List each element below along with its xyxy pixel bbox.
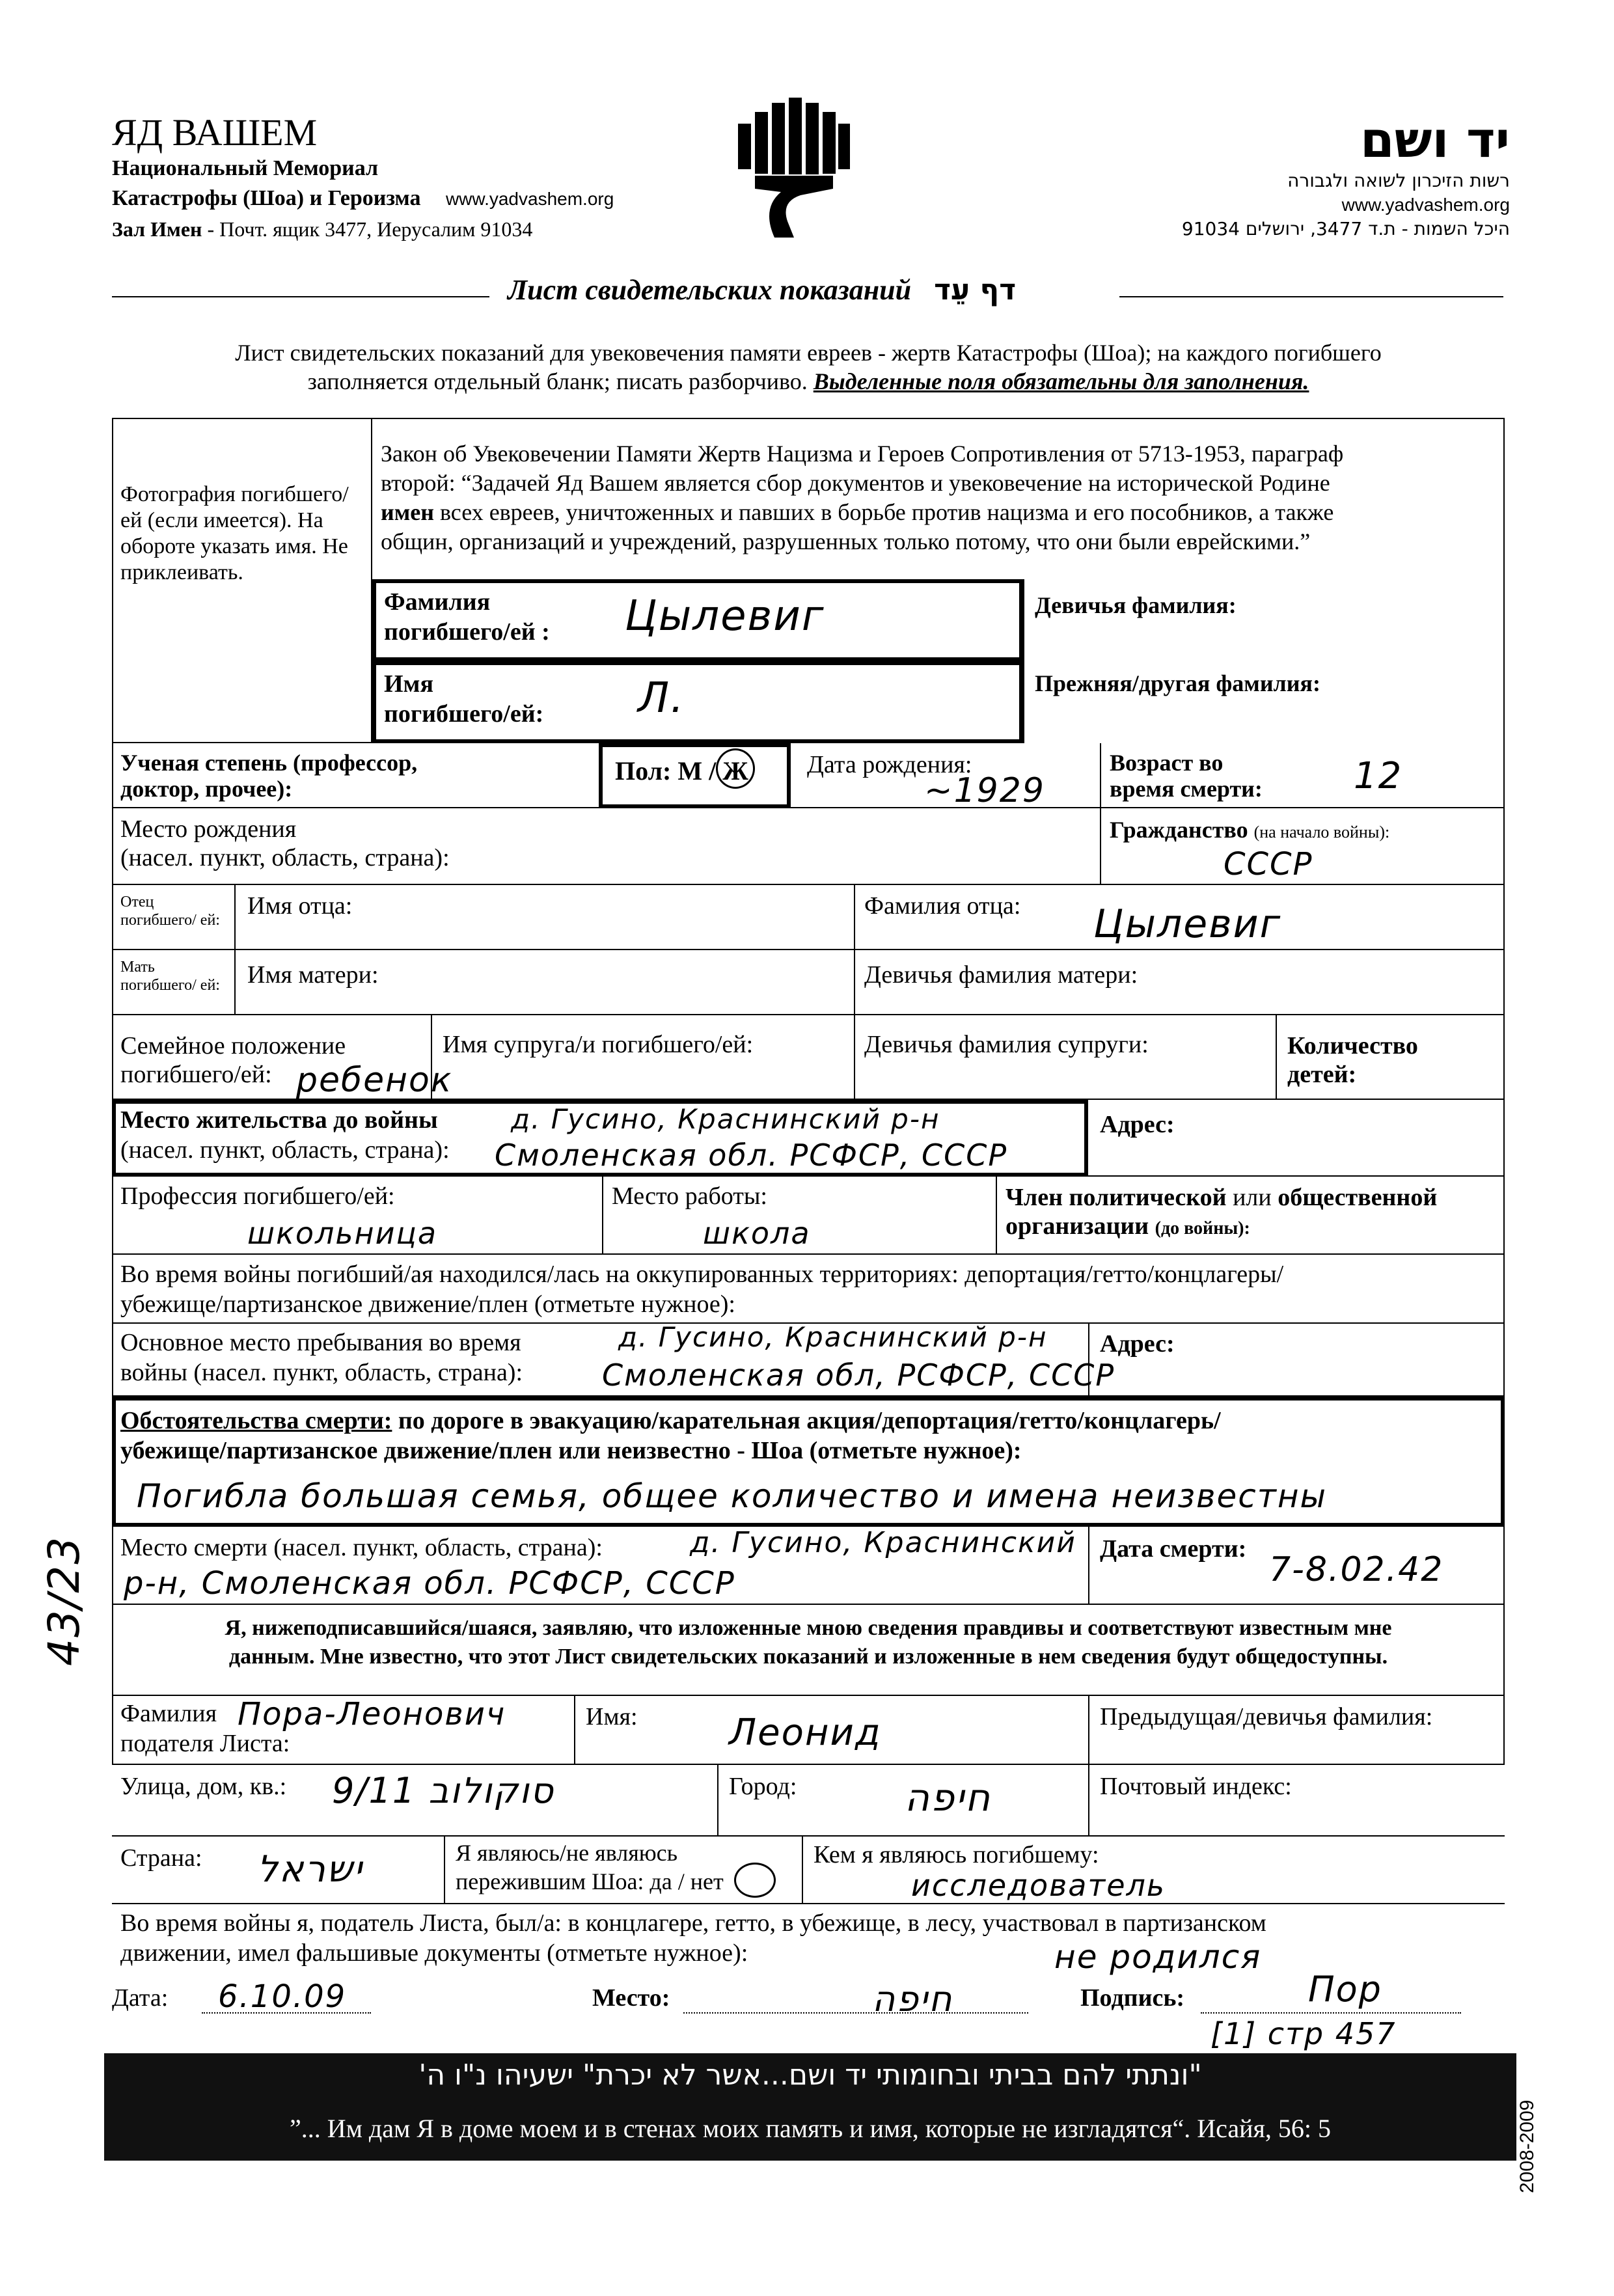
intro-line2-row [112,367,1505,396]
photo-label: Фотография погибшего/ей (если имеется). На обороте указать имя. Не приклеивать. [120,482,349,584]
birth-label: Дата рождения: [807,751,972,778]
law-line3: всех евреев, уничтоженных и павших в борьбе против нацизма и его пособников, а также [433,499,1334,525]
date-value: 6.10.09 [218,1978,347,2015]
workplace-label: Место работы: [612,1182,767,1210]
age-label-line2: время смерти: [1110,776,1263,802]
residence-address-label: Адрес: [1100,1111,1175,1138]
father-surname-value: Цылевиг [1093,901,1282,947]
title-rule-right [1119,296,1503,297]
signature-underline [1201,2012,1461,2014]
birthplace-label-line2: (насел. пункт, область, страна): [120,844,450,871]
death-date-label: Дата смерти: [1100,1535,1247,1563]
member-label-line1b: общественной [1278,1184,1438,1211]
circumstances-value: Погибла большая семья, общее количество и имена неизвестны [137,1477,1327,1515]
workplace-value: школа [703,1216,811,1251]
birthplace-label [120,815,450,872]
page-reference: [1] стр 457 [1210,2016,1397,2051]
children-label [1287,1032,1418,1089]
relation-label: Кем я являюсь погибшему: [814,1841,1099,1868]
submitter-name-value: Леонид [729,1712,882,1754]
form-title: Лист свидетельских показаний [508,274,912,306]
survivor-label-line2: пережившим Шоа: да / нет [456,1868,724,1894]
header-right [1182,112,1510,242]
sex-label: Пол: М / Ж [615,756,748,786]
member-label-or: или [1233,1184,1272,1211]
title-rule-left [112,296,489,297]
marital-value: ребенок [296,1061,453,1100]
member-label-line2: организации [1005,1212,1149,1240]
date-label: Дата: [112,1984,169,2012]
circ-label-rest: по дороге в эвакуацию/карательная акция/депортация/гетто/концлагерь/ [392,1407,1221,1434]
footer-russian-quote: ”... Им дам Я в доме моем и в стенах моих память и имя, которые не изгладятся“. Исайя, 56: 5 [289,2114,1332,2143]
org-line3-he: היכל השמות - ת.ד 3477, ירושלים 91034 [1181,218,1510,239]
death-date-divider [1088,1527,1089,1605]
mother-small-label: Мать погибшего/ ей: [120,959,220,994]
margin-number: 43/23 [39,1535,89,1666]
city-divider [717,1765,718,1837]
footer-hebrew-quote: "ונתתי להם בביתי ובחומותי יד ושם...אשר לא יכרת" ישעיהו נ"ו ה' [418,2058,1202,2092]
org-line2: Катастрофы (Шоа) и Героизма [112,186,421,210]
marital-label-line2: погибшего/ей: [120,1061,272,1088]
relation-divider [802,1837,803,1904]
header-left [112,112,614,244]
main-place-value-line1: д. Гусино, Краснинский р-н [618,1321,1048,1353]
citizenship-label: Гражданство [1110,817,1248,843]
submitter-surname-label-line2: подателя Листа: [120,1730,290,1757]
city-value: חיפה [905,1775,991,1820]
degree-label-line1: Ученая степень (профессор, [120,750,418,776]
first-name-label-line2: погибшего/ей: [384,700,544,728]
submitter-name-divider [574,1696,575,1765]
org-line1-he: רשות הזיכרון לשואה ולגבורה [1287,170,1510,191]
relation-value: исследователь [911,1868,1166,1903]
father-name-label: Имя отца: [247,892,353,920]
marital-label-line1: Семейное положение [120,1032,346,1059]
date-underline [202,2012,371,2014]
citizenship-label-row [1110,817,1389,845]
right-divider-top [1023,579,1024,743]
birth-value: ~1929 [924,771,1045,810]
org-line3-bold: Зал Имен [112,217,202,241]
yad-vashem-logo [735,98,853,247]
place-underline [683,2012,1028,2014]
residence-label-line1: Место жительства до войны [120,1106,438,1134]
father-surname-label: Фамилия отца: [864,892,1021,920]
spouse-divider [431,1015,432,1100]
org-line2-row [112,184,614,214]
citizenship-small: (на начало войны): [1253,823,1390,841]
org-line1: Национальный Мемориал [112,156,379,180]
law-text [381,439,1497,556]
citizenship-divider [1100,808,1101,885]
workplace-divider [602,1177,603,1255]
degree-label [120,750,417,802]
declaration-line1: Я, нижеподписавшийся/шаяся, заявляю, что изложенные мною сведения правдивы и соответствуют известным мне [225,1616,1392,1640]
side-year: 2008-2009 [1516,2099,1538,2193]
zip-label: Почтовый индекс: [1100,1773,1292,1800]
intro-bold: Выделенные поля обязательны для заполнения. [813,368,1309,394]
signature-label: Подпись: [1080,1984,1185,2012]
profession-value: школьница [247,1216,438,1251]
declaration-line2: данным. Мне известно, что этот Лист свидетельских показаний и изложенные в нем сведения будут общедоступны. [228,1645,1388,1669]
member-label-line2-row [1005,1212,1437,1243]
main-place-divider [1088,1324,1089,1397]
intro-text [112,338,1505,396]
surname-label-line2: погибшего/ей : [384,618,550,646]
survivor-no-circle [734,1863,776,1898]
org-url-he: www.yadvashem.org [1341,195,1510,215]
signature-value: Пор [1308,1969,1382,2010]
death-place-value-line2: р-н, Смоленская обл. РСФСР, СССР [124,1565,735,1602]
circ-label-line2: убежище/партизанское движение/плен или неизвестно - Шоа (отметьте нужное): [120,1437,1022,1464]
org-title-he: יד ושם [1360,111,1510,169]
intro-line1: Лист свидетельских показаний для увековечения памяти евреев - жертв Катастрофы (Шоа); на каждого погибшего [235,340,1382,366]
mother-name-label: Имя матери: [247,961,379,989]
survivor-divider [444,1837,445,1904]
war-status-line1: Во время войны погибший/ая находился/лась на оккупированных территориях: депортация/гетто/концлагеры/ [120,1261,1284,1288]
country-label: Страна: [120,1844,202,1872]
submitter-name-label: Имя: [586,1703,638,1730]
age-value: 12 [1354,755,1403,797]
survivor-label-line1: Я являюсь/не являюсь [456,1840,678,1866]
submitter-surname-value: Пора-Леонович [238,1696,506,1732]
place-label: Место: [592,1984,670,2012]
survivor-label [456,1838,724,1896]
maiden-name-label: Девичья фамилия: [1035,592,1237,618]
main-place-label [120,1328,523,1387]
spouse-maiden-divider [854,1015,855,1100]
death-date-value: 7-8.02.42 [1269,1550,1444,1589]
residence-value-line1: д. Гусино, Краснинский р-н [511,1103,940,1135]
law-line2: второй: “Задачей Яд Вашем является сбор документов и увековечение на исторической Родине [381,470,1330,496]
main-place-label-line2: войны (насел. пункт, область, страна): [120,1359,523,1386]
war-status-line1-row [120,1259,1283,1289]
law-line3-bold: имен [381,499,434,525]
law-line3-row [381,498,1497,527]
main-place-value-line2: Смоленская обл, РСФСР, СССР [602,1358,1115,1393]
org-url: www.yadvashem.org [445,189,614,209]
residence-value-line2: Смоленская обл. РСФСР, СССР [495,1138,1008,1173]
org-line3-row [112,214,614,244]
main-place-label-line1: Основное место пребывания во время [120,1329,521,1356]
war-submitter-value: не родился [1054,1938,1262,1976]
residence-label-line2: (насел. пункт, область, страна): [120,1136,450,1164]
death-place-label: Место смерти (насел. пункт, область, страна): [120,1534,603,1561]
surname-value: Цылевиг [625,592,825,640]
member-small: (до войны): [1155,1218,1250,1238]
circ-label-row [120,1406,1221,1436]
submitter-prev-label: Предыдущая/девичья фамилия: [1100,1703,1433,1730]
member-label-line1: Член политической [1005,1184,1227,1211]
war-submitter-line2: движении, имел фальшивые документы (отметьте нужное): [120,1939,748,1967]
declaration-text [112,1614,1505,1671]
circumstances-label [120,1406,1221,1466]
zip-divider [1088,1765,1089,1837]
age-label-line1: Возраст во [1110,750,1224,776]
submitter-surname-label-line1: Фамилия [120,1700,217,1727]
father-small-label: Отец погибшего/ ей: [120,894,220,929]
member-label-line1-row [1005,1183,1437,1212]
law-line1: Закон об Увековечении Памяти Жертв Нацизма и Героев Сопротивления от 5713-1953, параграф [381,441,1344,467]
profession-label: Профессия погибшего/ей: [120,1182,395,1210]
spouse-maiden-label: Девичья фамилия супруги: [864,1031,1149,1058]
circ-label-bold: Обстоятельства смерти: [120,1407,392,1434]
first-name-value: Л. [638,674,685,722]
war-status-text [120,1259,1283,1319]
prev-surname-label: Прежняя/другая фамилия: [1035,670,1320,696]
mother-maiden-label: Девичья фамилия матери: [864,961,1138,989]
row-street [112,1765,1505,1837]
children-label-line2: детей: [1287,1061,1357,1088]
org-line3: - Почт. ящик 3477, Иерусалим 91034 [202,217,533,241]
intro-line2: заполняется отдельный бланк; писать разборчиво. [307,368,808,394]
submitter-prev-divider [1088,1696,1089,1765]
war-submitter-line1: Во время войны я, податель Листа, был/а: в концлагере, гетто, в убежище, в лесу, участвовал в партизанском [120,1909,1266,1937]
main-place-address-label: Адрес: [1100,1330,1175,1358]
surname-label [384,587,550,647]
footer-banner [104,2053,1516,2161]
surname-label-line1: Фамилия [384,588,491,616]
age-divider [1100,743,1101,808]
first-name-label-line1: Имя [384,670,433,698]
street-label: Улица, дом, кв.: [120,1773,287,1800]
first-name-label [384,669,543,729]
country-value: ישראל [257,1848,364,1891]
sex-female-circle [716,748,755,789]
street-value: 9/11 סוקולוב [332,1770,554,1811]
age-label [1110,750,1263,802]
law-line4: общин, организаций и учреждений, разрушенных только потому, что они были еврейскими.” [381,528,1311,554]
member-divider [996,1177,997,1255]
degree-label-line2: доктор, прочее): [120,776,293,802]
death-place-value-line1: д. Гусино, Краснинский [690,1526,1076,1559]
war-status-line2: убежище/партизанское движение/плен (отметьте нужное): [120,1291,735,1318]
org-title-ru: ЯД ВАШЕМ [112,111,318,154]
children-divider [1276,1015,1277,1100]
birthplace-label-line1: Место рождения [120,815,297,843]
children-label-line1: Количество [1287,1032,1418,1059]
form-title-row [508,273,1119,307]
form-title-hebrew: דף עֵד [934,273,1017,307]
spouse-name-label: Имя супруга/и погибшего/ей: [443,1031,754,1058]
city-label: Город: [729,1773,797,1800]
place-value: חיפה [872,1978,953,2019]
residence-label [120,1105,450,1165]
citizenship-value: СССР [1224,846,1313,882]
member-label [1005,1183,1437,1243]
